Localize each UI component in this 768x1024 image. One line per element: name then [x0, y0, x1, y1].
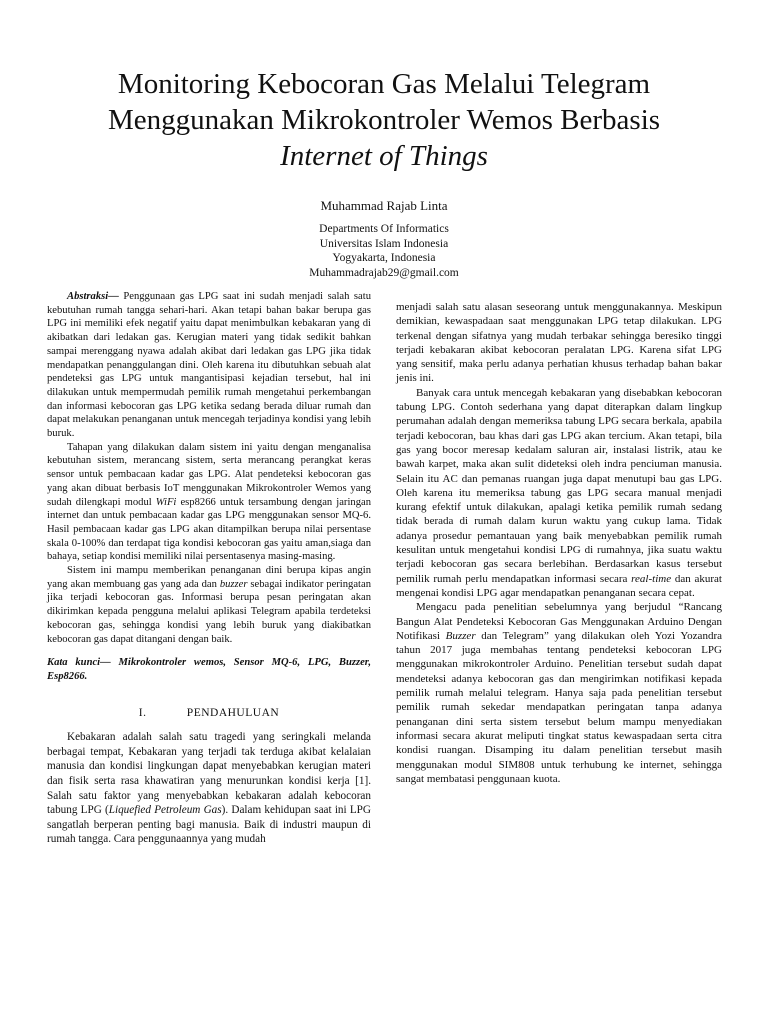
author-department: Departments Of Informatics: [319, 223, 449, 235]
abstract-buzzer: buzzer: [219, 578, 248, 590]
author-email: Muhammadrajab29@gmail.com: [309, 266, 459, 279]
abstract-wifi: WiFi: [155, 496, 177, 508]
section-title: PENDAHULUAN: [186, 707, 280, 720]
right-realtime: real-time: [631, 572, 672, 585]
keywords: Kata kunci— Mikrokontroler wemos, Sensor MQ-6, LPG, Buzzer, Esp8266.: [47, 657, 371, 683]
abstract-paragraph-1: [47, 290, 371, 441]
title-line-3: Internet of Things: [280, 140, 488, 172]
right-text-2b: dan akurat mengenai kondisi LPG agar mendapatkan penanganan secara cepat.: [396, 572, 722, 599]
abstract-text-3b: sebagai indikator peringatan jika terjadi kebocoran gas. Informasi berupa pesan peringatan akan dikirimkan kepada pengguna melalui aplikasi Telegram apabila terdeteksi kebocoran gas, sehingga kondisi yang lebih buruk yang diakibatkan kebocoran gas dapat ditangani dengan baik.: [47, 578, 371, 645]
intro-paragraph-1: [47, 730, 371, 847]
author-name: Muhammad Rajab Linta: [320, 198, 448, 213]
abstract-text-1: Penggunaan gas LPG saat ini sudah menjadi salah satu kebutuhan rumah tangga sehari-hari. Akan tetapi bahan bakar berupa gas LPG ini memiliki efek negatif yaitu dapat menimbulkan kebakaran yang di akibatkan dari ledakan gas. Kerugian materi yang tidak sedikit bahkan sampai merenggang nyawa adalah akibat dari ledakan gas LPG jika tidak mendapatkan penanggulangan dini. Oleh karena itu dibutuhkan sebuah alat pendeteksi gas LPG untuk mangantisipasi kejadian tersebut, hal ini dilakukan untuk mempermudah pemilik rumah mengetahui perkembangan dan informasi kebocoran gas LPG ketika sedang berada diluar rumah dan dapat melakukan penanganan untuk mencegah terjadinya kondisi yang lebih buruk.: [47, 291, 371, 440]
abstract-text-2a: Tahapan yang dilakukan dalam sistem ini yaitu dengan menganalisa kebutuhan sistem, merancang sistem, serta merancang perangkat keras sensor untuk pembacaan kadar gas LPG. Alat pendeteksi kebocoran gas yang akan dibuat berbasis IoT menggunakan Mikrokontroler Wemos yang sudah dilengkapi modul: [47, 441, 371, 508]
right-buzzer: Buzzer: [445, 629, 476, 642]
abstract-paragraph-3: [47, 564, 371, 646]
right-text-3b: dan Telegram” yang dilakukan oleh Yozi Yozandra tahun 2017 juga membahas tentang pendeteksi kebocoran LPG menggunakan mikrokontroler Arduino. Penelitian tersebut sudah dapat mendeteksi adanya kebocoran gas dan mengirimkan notifikasi kepada pemilik rumah melalui telegram. Hanya saja pada penelitian tersebut pemilik rumah sekedar mendapatkan peringatan tanpa adanya penanganan dini serta sistem tersebut belum mampu menyediakan informasi secara akurat meliputi tingkat status kewaspadaan serta citra kondisi ruangan. Disamping itu dalam penelitian tersebut masih menggunakan modul SIM808 untuk terhubung ke internet, sehingga sangat membatasi penggunaan kuota.: [396, 629, 722, 785]
right-paragraph-3: [396, 600, 722, 786]
left-column: [47, 290, 371, 847]
section-number: I.: [138, 707, 147, 720]
intro-text-1a: Kebakaran adalah salah satu tragedi yang seringkali melanda berbagai tempat, Kebakaran yang terjadi tak terduga akibat kelalaian manusia dan kondisi lingkungan dapat menyebabkan kerugian materi dan fisik serta rasa khawatiran yang menurunkan kondisi kerja [1]. Salah satu faktor yang menyebabkan kebakaran adalah kebocoran tabung LPG (: [47, 731, 371, 817]
section-heading: [47, 706, 371, 720]
abstract-label: Abstraksi—: [67, 291, 119, 302]
author-university: Universitas Islam Indonesia: [319, 237, 449, 250]
abstract-paragraph-2: [47, 441, 371, 564]
right-text-2a: Banyak cara untuk mencegah kebakaran yang disebabkan kebocoran tabung LPG. Contoh sederhana yang dapat diterapkan dalam lingkup perumahan adalah dengan memeriksa tabung LPG secara berkala, apabila terjadi kebocoran, bau khas dari gas LPG akan tercium. Akan tetapi, bila gas yang bocor meresap kedalam saluran air, instalasi listrik, atau ke bawah karpet, maka akan sulit dideteksi oleh indra penciuman manusia. Selain itu AC dan pemanas ruangan juga dapat menutupi bau gas LPG. Oleh karena itu memeriksa tabung gas LPG secara manual menjadi kurang efektif untuk dilakukan, apalagi ketika pemilik rumah sedang tidak berada di rumah dalam kurun waktu yang cukup lama. Tidak adanya prosedur pemantauan yang baik menyebabkan pemilik rumah kesulitan untuk mengetahui kondisi LPG di rumahnya, jika suatu waktu terjadi kebocoran gas secara berlebihan. Berdasarkan kasus tersebut pemilik rumah perlu mendapatkan informasi secara: [396, 386, 722, 585]
abstract-text-2b: esp8266 untuk tersambung dengan jaringan internet dan untuk pembacaan kadar gas LPG menggunakan sensor MQ-6. Hasil pembacaan kadar gas LPG akan ditampilkan berupa nilai persentase skala 0-100% dan terdapat tiga kondisi kebocoran gas yaitu aman,siaga dan bahaya, setiap kondisi memiliki nilai persentasenya masing-masing.: [47, 496, 371, 563]
author-block: [184, 197, 584, 280]
intro-text-1b: ). Dalam kehidupan saat ini LPG sangatlah berperan penting bagi manusia. Baik di industri maupun di rumah tangga. Cara penggunaannya yang mudah: [47, 804, 371, 846]
title-line-1: Monitoring Kebocoran Gas Melalui Telegram: [117, 68, 651, 100]
right-column: [396, 300, 722, 786]
intro-lpg-term: Liquefied Petroleum Gas: [108, 804, 222, 817]
right-text-3a: Mengacu pada penelitian sebelumnya yang berjudul “Rancang Bangun Alat Pendeteksi Kebocoran Gas Menggunakan Arduino Dengan Notifikasi: [396, 601, 722, 642]
right-paragraph-2: [396, 386, 722, 600]
author-location: Yogyakarta, Indonesia: [332, 252, 436, 264]
title-line-2: Menggunakan Mikrokontroler Wemos Berbasis: [107, 104, 661, 136]
paper-title: [40, 66, 728, 174]
right-paragraph-1: menjadi salah satu alasan seseorang untuk menggunakannya. Meskipun demikian, kewaspadaan saat menggunakan LPG tetap dilakukan. LPG terkenal dengan sifatnya yang mudah terbakar sehingga beresiko tinggi terjadi kebakaran akibat kebocoran peralatan LPG. Karena sifat LPG yang sensitif, maka perlu adanya perhatian khusus terhadap bahan bakar jenis ini.: [396, 301, 722, 385]
abstract-text-3a: Sistem ini mampu memberikan penanganan dini berupa kipas angin yang akan membuang gas yang ada dan: [47, 565, 371, 590]
